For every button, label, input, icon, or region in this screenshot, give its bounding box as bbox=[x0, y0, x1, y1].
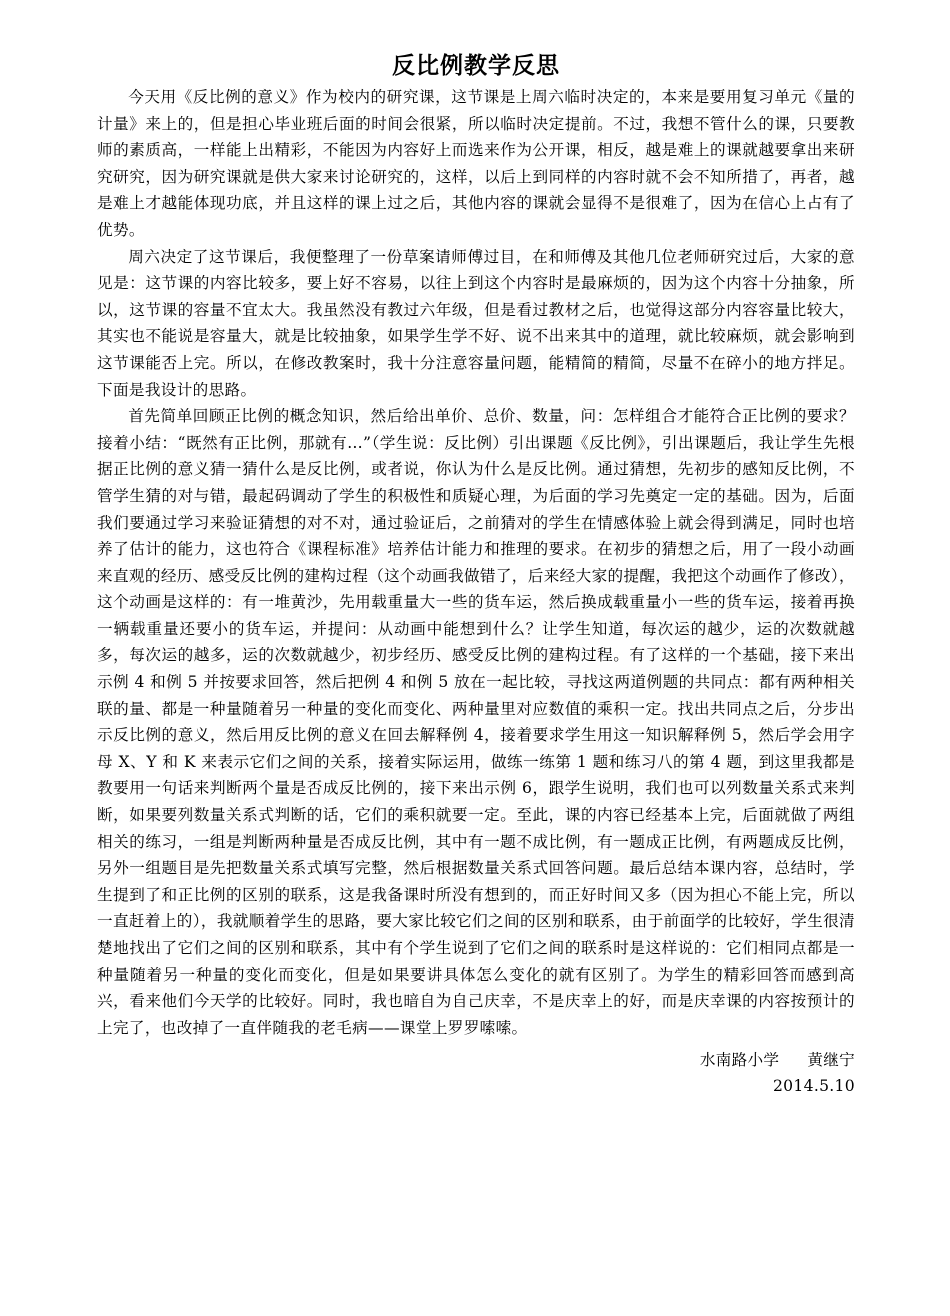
paragraph-1: 今天用《反比例的意义》作为校内的研究课，这节课是上周六临时决定的，本来是要用复习单元《量的计量》来上的，但是担心毕业班后面的时间会很紧，所以临时决定提前。不过，我想不管什么的课，只要教师的素质高，一样能上出精彩，不能因为内容好上而选来作为公开课，相反，越是难上的课就越要拿出来研究研究，因为研究课就是供大家来讨论研究的，这样，以后上到同样的内容时就不会不知所措了，再者，越是难上才越能体现功底，并且这样的课上过之后，其他内容的课就会显得不是很难了，因为在信心上占有了优势。 bbox=[97, 88, 855, 239]
signature-school: 水南路小学 bbox=[699, 1051, 780, 1070]
paragraph-3: 首先简单回顾正比例的概念知识，然后给出单价、总价、数量，问：怎样组合才能符合正比例的要求？接着小结：“既然有正比例，那就有…”（学生说：反比例）引出课题《反比例》，引出课题后，我让学生先根据正比例的意义猜一猜什么是反比例，或者说，你认为什么是反比例。通过猜想，先初步的感知反比例，不管学生猜的对与错，最起码调动了学生的积极性和质疑心理，为后面的学习先奠定一定的基础。因为，后面我们要通过学习来验证猜想的对不对，通过验证后，之前猜对的学生在情感体验上就会得到满足，同时也培养了估计的能力，这也符合《课程标准》培养估计能力和推理的要求。在初步的猜想之后，用了一段小动画来直观的经历、感受反比例的建构过程（这个动画我做错了，后来经大家的提醒，我把这个动画作了修改），这个动画是这样的：有一堆黄沙，先用载重量大一些的货车运，然后换成载重量小一些的货车运，接着再换一辆载重量还要小的货车运，并提问：从动画中能想到什么？让学生知道，每次运的越少，运的次数就越多，每次运的越多，运的次数就越少，初步经历、感受反比例的建构过程。有了这样的一个基础，接下来出示例 4 和例 5 并按要求回答，然后把例 4 和例 5 放在一起比较，寻找这两道例题的共同点：都有两种相关联的量、都是一种量随着另一种量的变化而变化、两种量里对应数值的乘积一定。找出共同点之后，分步出示反比例的意义，然后用反比例的意义在回去解释例 4，接着要求学生用这一知识解释例 5，然后学会用字母 X、Y 和 K 来表示它们之间的关系，接着实际运用，做练一练第 1 题和练习八的第 4 题，到这里我都是教要用一句话来判断两个量是否成反比例的，接下来出示例 6，跟学生说明，我们也可以列数量关系式来判断，如果要列数量关系式判断的话，它们的乘积就要一定。至此，课的内容已经基本上完，后面就做了两组相关的练习，一组是判断两种量是否成反比例，其中有一题不成比例，有一题成正比例，有两题成反比例，另外一组题目是先把数量关系式填写完整，然后根据数量关系式回答问题。最后总结本课内容，总结时，学生提到了和正比例的区别的联系，这是我备课时所没有想到的，而正好时间又多（因为担心不能上完，所以一直赶着上的），我就顺着学生的思路，要大家比较它们之间的区别和联系，由于前面学的比较好，学生很清楚地找出了它们之间的区别和联系，其中有个学生说到了它们之间的联系时是这样说的：它们相同点都是一种量随着另一种量的变化而变化，但是如果要讲具体怎么变化的就有区别了。为学生的精彩回答而感到高兴，看来他们今天学的比较好。同时，我也暗自为自己庆幸，不是庆幸上的好，而是庆幸课的内容按预计的上完了，也改掉了一直伴随我的老毛病——课堂上罗罗嗦嗦。 bbox=[97, 407, 855, 1037]
document-title: 反比例教学反思 bbox=[392, 53, 560, 79]
signature-block bbox=[97, 1047, 855, 1099]
document-page bbox=[97, 48, 855, 1099]
signature-date: 2014.5.10 bbox=[772, 1077, 855, 1096]
signature-line bbox=[97, 1047, 855, 1073]
signature-author: 黄继宁 bbox=[807, 1051, 855, 1070]
paragraph-2: 周六决定了这节课后，我便整理了一份草案请师傅过目，在和师傅及其他几位老师研究过后，大家的意见是：这节课的内容比较多，要上好不容易，以往上到这个内容时是最麻烦的，因为这个内容十分抽象，所以，这节课的容量不宜太大。我虽然没有教过六年级，但是看过教材之后，也觉得这部分内容容量比较大，其实也不能说是容量大，就是比较抽象，如果学生学不好、说不出来其中的道理，就比较麻烦，就会影响到这节课能否上完。所以，在修改教案时，我十分注意容量问题，能精简的精简，尽量不在碎小的地方拌足。下面是我设计的思路。 bbox=[97, 247, 855, 399]
